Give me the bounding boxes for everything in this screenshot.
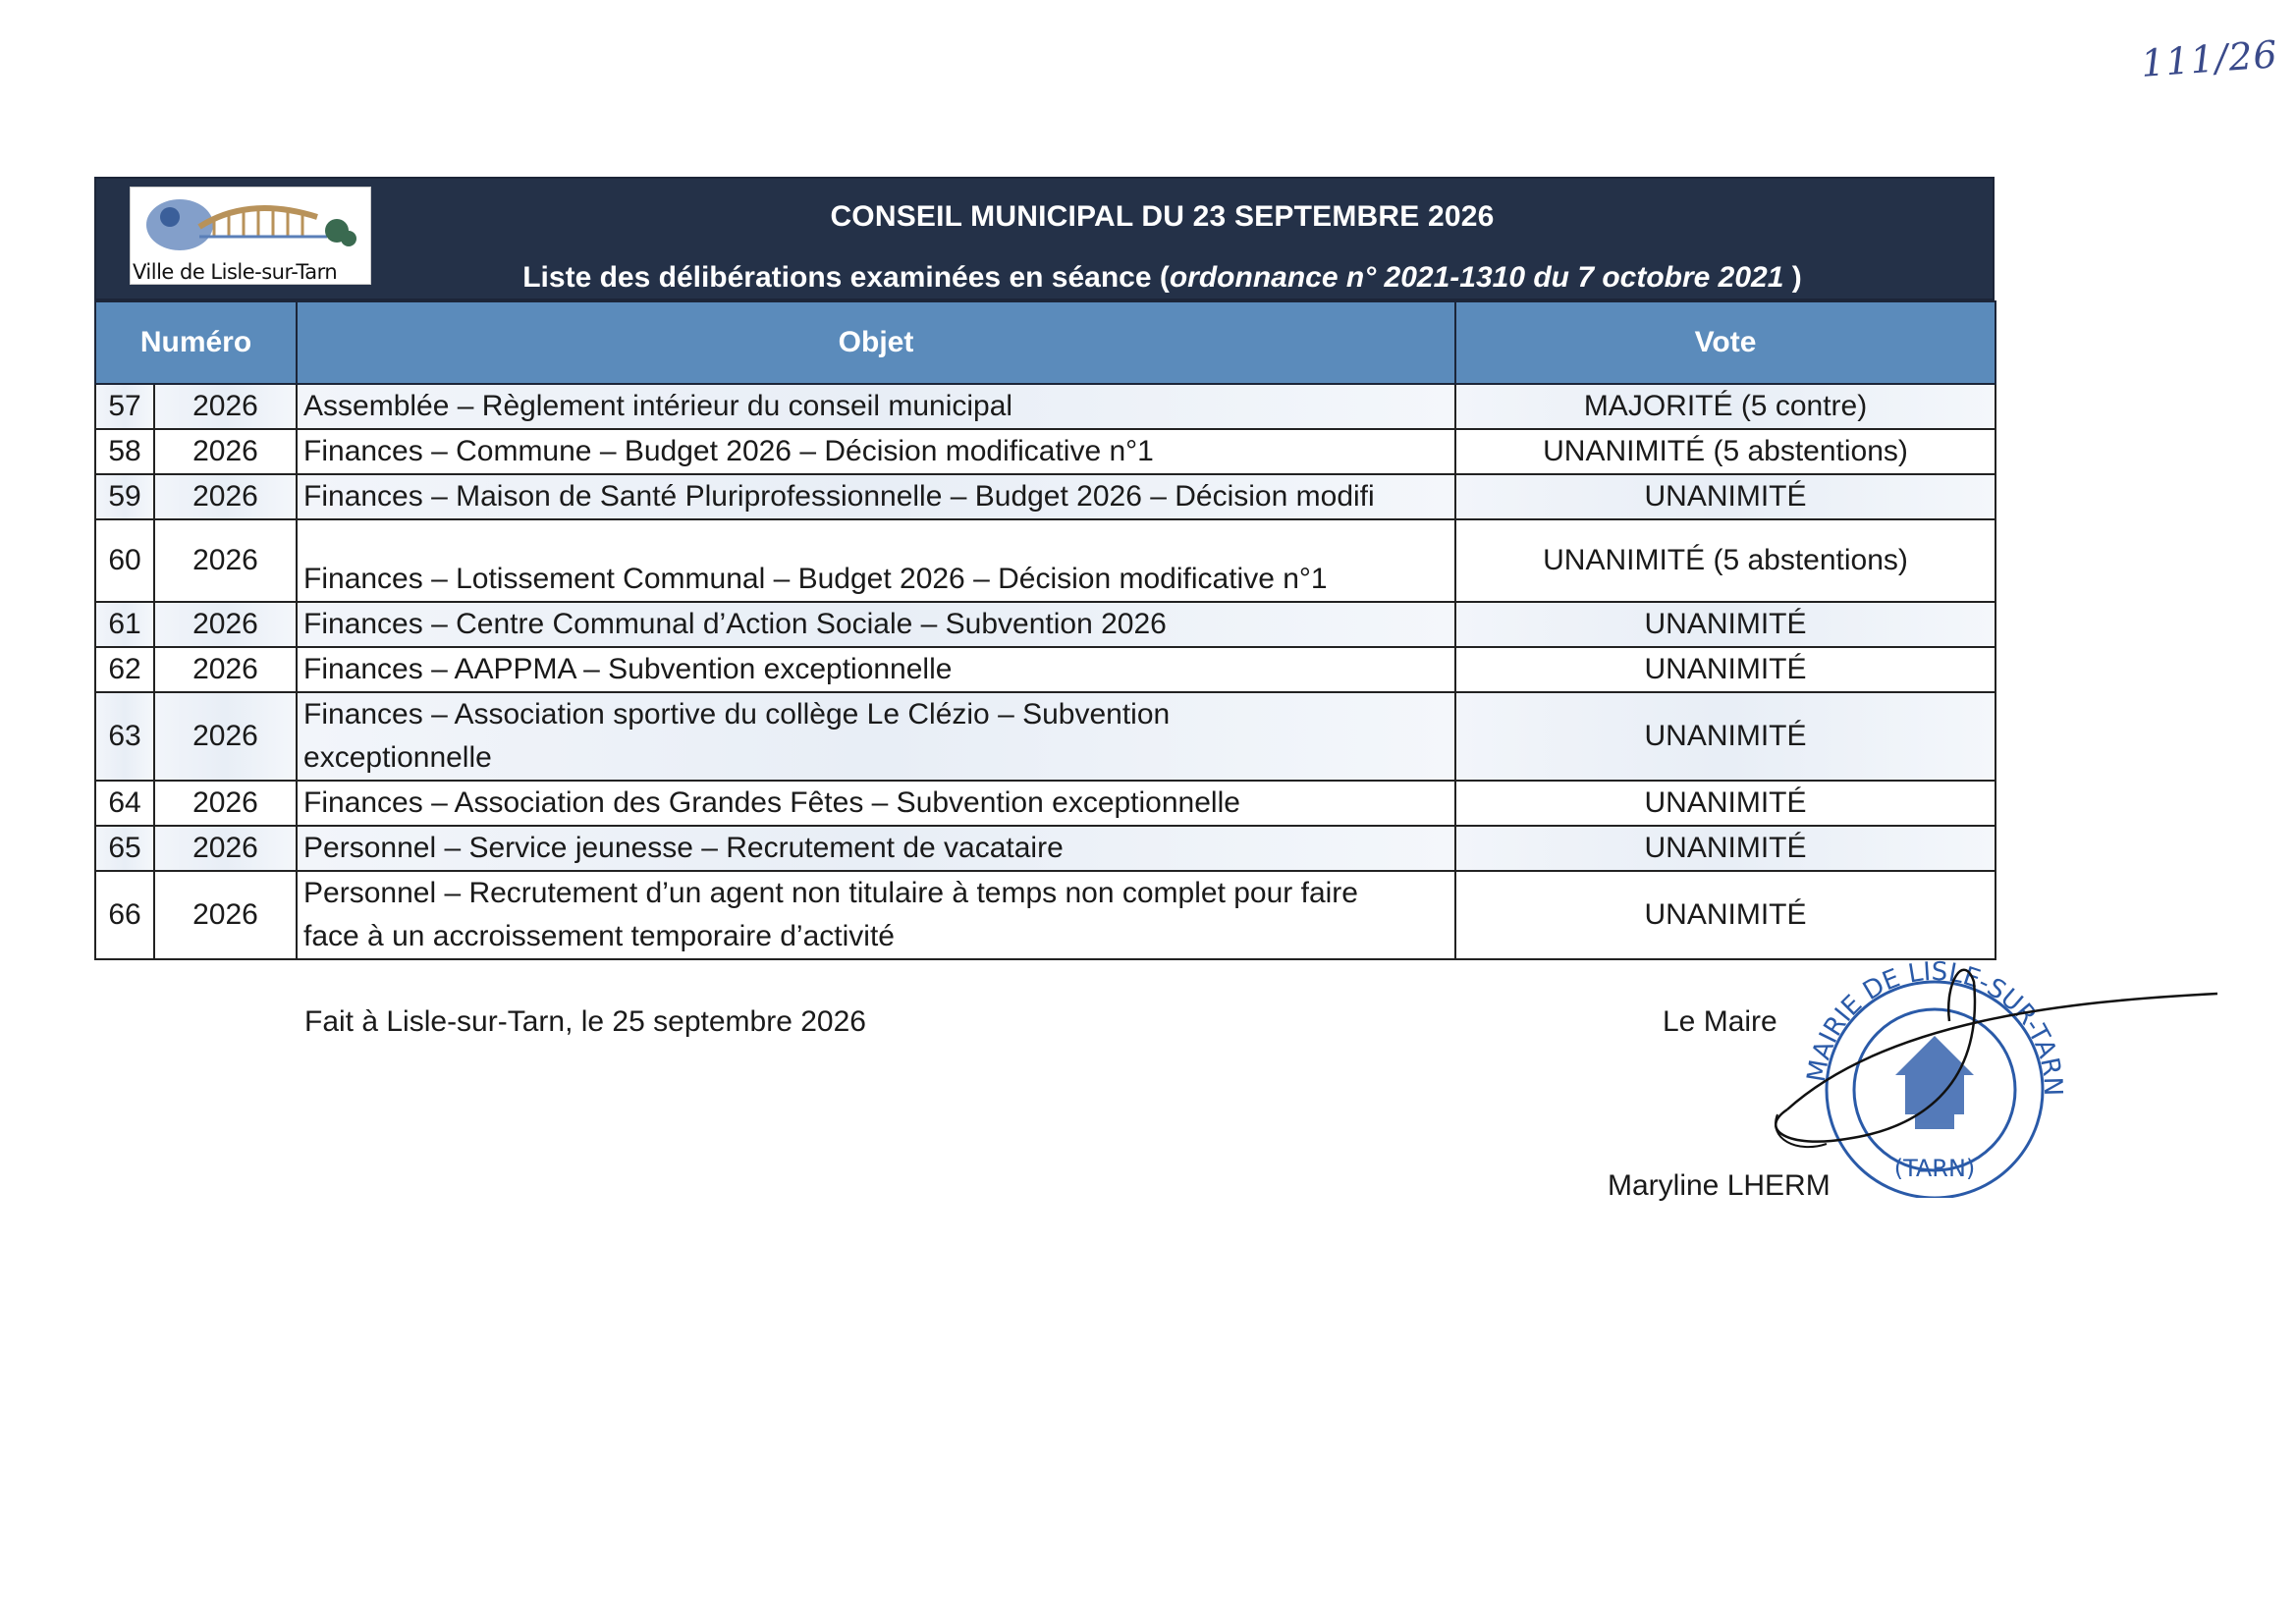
- row-number: 60: [95, 519, 154, 602]
- table-row: [95, 647, 1995, 692]
- row-year: 2026: [154, 692, 297, 781]
- mayor-name: Maryline LHERM: [1608, 1169, 1831, 1202]
- column-header-objet: Objet: [297, 301, 1455, 384]
- subtitle-end: ): [1783, 261, 1802, 294]
- seal-bottom-text: (TARN): [1893, 1155, 1976, 1182]
- row-objet: Finances – Association sportive du collège Le Clézio – Subvention exceptionnelle: [297, 692, 1455, 781]
- table-row: [95, 519, 1995, 602]
- row-year: 2026: [154, 647, 297, 692]
- mayor-seal-and-signature: [1768, 943, 2219, 1198]
- row-vote: UNANIMITÉ: [1455, 692, 1995, 781]
- row-year: 2026: [154, 781, 297, 826]
- row-number: 57: [95, 384, 154, 429]
- deliberations-table: [94, 300, 1996, 960]
- table-row: [95, 871, 1995, 959]
- table-row: [95, 602, 1995, 647]
- row-number: 64: [95, 781, 154, 826]
- page-reference: 111/26: [2139, 32, 2280, 85]
- row-number: 62: [95, 647, 154, 692]
- row-vote: UNANIMITÉ (5 abstentions): [1455, 429, 1995, 474]
- logo-text: Ville de Lisle-sur-Tarn: [133, 260, 338, 284]
- row-vote: UNANIMITÉ: [1455, 474, 1995, 519]
- row-year: 2026: [154, 384, 297, 429]
- row-number: 61: [95, 602, 154, 647]
- column-header-vote: Vote: [1455, 301, 1995, 384]
- row-objet: Finances – AAPPMA – Subvention exceptionnelle: [297, 647, 1455, 692]
- place-and-date: Fait à Lisle-sur-Tarn, le 25 septembre 2026: [304, 1005, 866, 1038]
- row-vote: UNANIMITÉ: [1455, 826, 1995, 871]
- table-row: [95, 692, 1995, 781]
- row-year: 2026: [154, 602, 297, 647]
- row-year: 2026: [154, 429, 297, 474]
- row-vote: UNANIMITÉ: [1455, 871, 1995, 959]
- row-number: 66: [95, 871, 154, 959]
- row-year: 2026: [154, 519, 297, 602]
- row-number: 65: [95, 826, 154, 871]
- seal-outer-text: MAIRIE DE LISLE-SUR-TARN: [1801, 956, 2068, 1097]
- table-header-row: [95, 301, 1995, 384]
- row-objet: Finances – Centre Communal d’Action Sociale – Subvention 2026: [297, 602, 1455, 647]
- row-objet: Personnel – Recrutement d’un agent non titulaire à temps non complet pour faire face à un accroissement temporaire d’activité: [297, 871, 1455, 959]
- subtitle-main: Liste des délibérations examinées en séance (: [522, 261, 1170, 294]
- column-header-numero: Numéro: [95, 301, 297, 384]
- row-objet: Assemblée – Règlement intérieur du conseil municipal: [297, 384, 1455, 429]
- table-row: [95, 826, 1995, 871]
- row-objet: Personnel – Service jeunesse – Recrutement de vacataire: [297, 826, 1455, 871]
- table-row: [95, 429, 1995, 474]
- row-vote: UNANIMITÉ (5 abstentions): [1455, 519, 1995, 602]
- page-title: CONSEIL MUNICIPAL DU 23 SEPTEMBRE 2026: [830, 200, 1495, 233]
- deliberations-document: [94, 177, 1995, 960]
- table-row: [95, 384, 1995, 429]
- row-number: 58: [95, 429, 154, 474]
- row-vote: MAJORITÉ (5 contre): [1455, 384, 1995, 429]
- subtitle-ordonnance: ordonnance n° 2021-1310 du 7 octobre 2021: [1169, 261, 1784, 294]
- table-row: [95, 474, 1995, 519]
- row-number: 59: [95, 474, 154, 519]
- row-objet: Finances – Commune – Budget 2026 – Décision modificative n°1: [297, 429, 1455, 474]
- page-subtitle: [96, 261, 1993, 295]
- table-row: [95, 781, 1995, 826]
- row-objet: Finances – Maison de Santé Pluriprofessionnelle – Budget 2026 – Décision modifi: [297, 474, 1455, 519]
- row-year: 2026: [154, 474, 297, 519]
- row-year: 2026: [154, 871, 297, 959]
- header-banner: [94, 177, 1995, 300]
- row-number: 63: [95, 692, 154, 781]
- row-objet: Finances – Association des Grandes Fêtes – Subvention exceptionnelle: [297, 781, 1455, 826]
- row-vote: UNANIMITÉ: [1455, 602, 1995, 647]
- row-year: 2026: [154, 826, 297, 871]
- seal-emblem-icon: [1895, 1036, 1974, 1129]
- row-vote: UNANIMITÉ: [1455, 647, 1995, 692]
- row-objet: Finances – Lotissement Communal – Budget 2026 – Décision modificative n°1: [297, 519, 1455, 602]
- row-vote: UNANIMITÉ: [1455, 781, 1995, 826]
- mayor-label: Le Maire: [1663, 1005, 1777, 1038]
